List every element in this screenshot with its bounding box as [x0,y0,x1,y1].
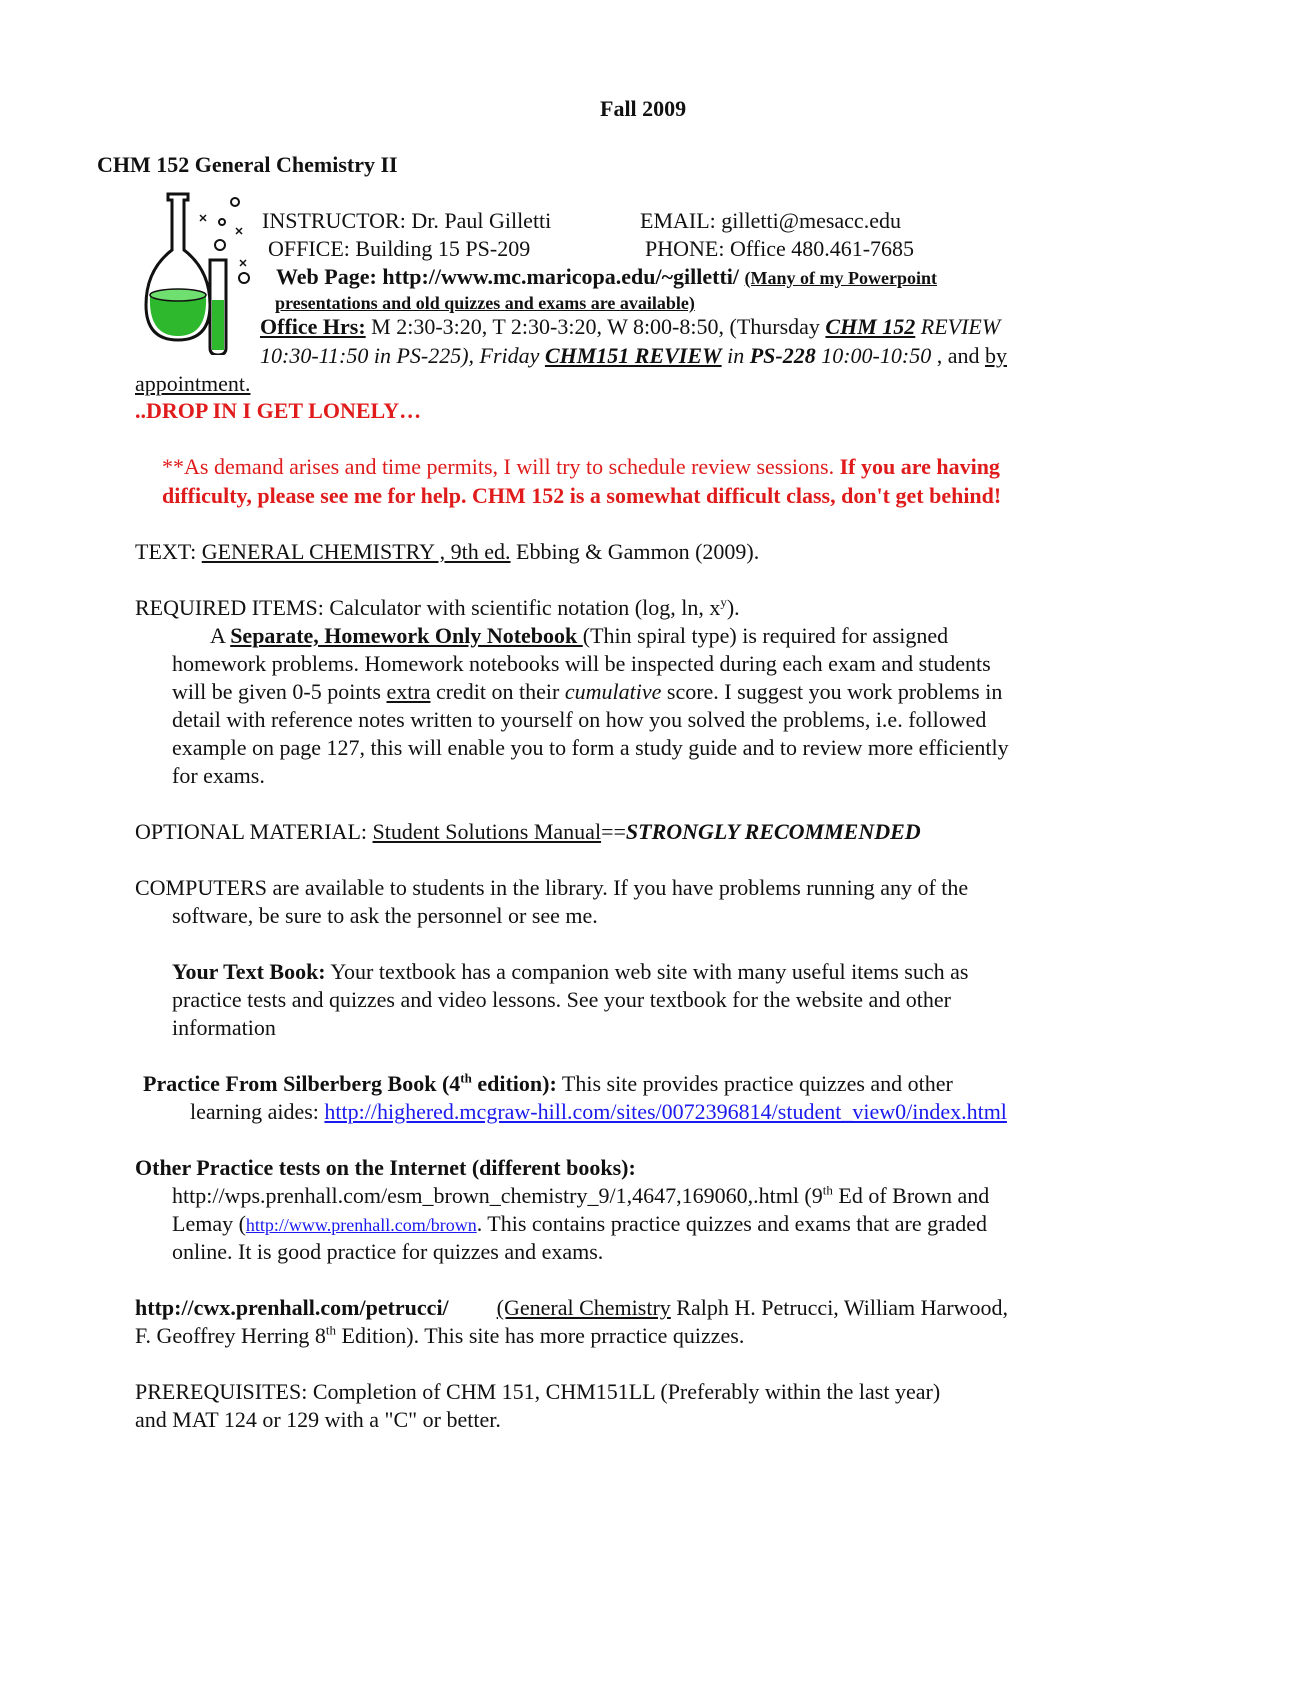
textbook-line1 [172,957,968,987]
review-room: PS-228 [749,343,816,368]
prenhall-brown-link[interactable]: http://www.prenhall.com/brown [245,1215,477,1235]
office-hours-line1 [260,312,1000,342]
and-text: , and [931,343,985,368]
web-label: Web Page: [276,264,377,289]
extra-word: extra [386,679,431,704]
silberberg-sup: th [460,1070,472,1086]
strongly-recommended: STRONGLY RECOMMENDED [625,819,921,844]
drop-in-text: ..DROP IN I GET LONELY… [135,398,422,423]
homework-notebook: Separate, Homework Only Notebook [230,623,583,648]
optional-line [135,817,921,847]
petrucci-url[interactable]: http://cwx.prenhall.com/petrucci/ [135,1295,449,1320]
textbook-text: Your textbook has a companion web site with many useful items such as [325,959,969,984]
petrucci-authors: Ralph H. Petrucci, William Harwood, [670,1295,1008,1320]
textbook-label: Your Text Book: [172,959,326,984]
term-heading: Fall 2009 [600,96,687,121]
text-line [135,537,759,567]
office-hours-label: Office Hrs: [260,314,366,339]
general-chemistry-title: (General Chemistry [496,1295,671,1320]
other-practice-heading: Other Practice tests on the Internet (different books): [135,1155,636,1180]
text-title: GENERAL CHEMISTRY , 9th ed. [201,539,511,564]
cumulative-word: cumulative [564,679,662,704]
brown-text: Ed of Brown and [832,1183,990,1208]
course-title: CHM 152 General Chemistry II [97,152,398,177]
brown-sup: th [822,1182,833,1198]
required-line7: for exams. [172,763,265,788]
in-word: in [721,343,750,368]
other-practice-line1 [172,1181,989,1211]
review-word: REVIEW [915,314,1001,339]
by-word: by [984,343,1007,368]
required-end: ). [726,595,740,620]
required-4a: will be given 0-5 points [172,679,387,704]
web-note-1: (Many of my Powerpoint [744,268,937,288]
lemay-text: Lemay ( [172,1211,246,1236]
required-4b: credit on their [430,679,565,704]
solutions-manual: Student Solutions Manual [372,819,602,844]
notice-line1 [162,452,1000,482]
phone: PHONE: Office 480.461-7685 [645,236,915,261]
required-line3: homework problems. Homework notebooks will be inspected during each exam and students [172,651,991,676]
review-time: 10:00-10:50 [815,343,932,368]
textbook-line2: practice tests and quizzes and video lessons. See your textbook for the website and other [172,987,951,1012]
petrucci-sup: th [325,1322,337,1338]
silberberg-text: This site provides practice quizzes and other [556,1071,953,1096]
office-hours-line2 [260,341,1007,371]
required-line4 [172,677,1002,707]
notice-bold: If you are having [839,454,1000,479]
notice-line2: difficulty, please see me for help. CHM 152 is a somewhat difficult class, don't get behind! [162,483,1002,508]
petrucci-edition: Edition). This site has more prractice quizzes. [336,1323,745,1348]
graded-text: . This contains practice quizzes and exams that are graded [476,1211,987,1236]
silberberg-line2 [190,1097,1007,1127]
flask-icon [140,190,260,355]
required-line1 [135,593,740,623]
required-b: (Thin spiral type) is required for assigned [582,623,949,648]
petrucci-line1 [135,1293,1008,1323]
notice-normal: **As demand arises and time permits, I will try to schedule review sessions. [162,454,840,479]
chm152-review-label: CHM 152 [825,314,916,339]
silberberg-label-b: edition): [471,1071,557,1096]
office: OFFICE: Building 15 PS-209 [268,236,531,261]
silberberg-label-a: Practice From Silberberg Book (4 [143,1071,461,1096]
other-practice-line3: online. It is good practice for quizzes and exams. [172,1239,604,1264]
petrucci-line2 [135,1321,744,1351]
office-hours-text: M 2:30-3:20, T 2:30-3:20, W 8:00-8:50, (Thursday [365,314,826,339]
email[interactable]: EMAIL: gilletti@mesacc.edu [640,208,901,233]
silberberg-link[interactable]: http://highered.mcgraw-hill.com/sites/0072396814/student_view0/index.html [324,1099,1007,1124]
text-label: TEXT: [135,539,202,564]
textbook-line3: information [172,1015,276,1040]
prereq-line1: PREREQUISITES: Completion of CHM 151, CHM151LL (Preferably within the last year) [135,1379,941,1404]
optional-label: OPTIONAL MATERIAL: [135,819,373,844]
computers-line1: COMPUTERS are available to students in the library. If you have problems running any of the [135,875,969,900]
other-practice-line2 [172,1209,987,1240]
required-line2 [210,621,948,651]
web-url[interactable]: http://www.mc.maricopa.edu/~gilletti/ [382,264,740,289]
office-hours-line2a: 10:30-11:50 in PS-225), Friday [260,343,545,368]
required-text: REQUIRED ITEMS: Calculator with scientific notation (log, ln, x [135,595,721,620]
optional-dash: == [601,819,626,844]
appointment: appointment. [135,371,251,396]
computers-line2: software, be sure to ask the personnel or see me. [172,903,598,928]
prereq-line2: and MAT 124 or 129 with a "C" or better. [135,1407,501,1432]
required-4c: score. I suggest you work problems in [661,679,1003,704]
instructor: INSTRUCTOR: Dr. Paul Gilletti [262,208,552,233]
brown-url[interactable]: http://wps.prenhall.com/esm_brown_chemistry_9/1,4647,169060,.html (9 [172,1183,823,1208]
required-line5: detail with reference notes written to yourself on how you solved the problems, i.e. followed [172,707,987,732]
web-note-2: presentations and old quizzes and exams are available) [275,293,695,313]
herring-text: F. Geoffrey Herring 8 [135,1323,326,1348]
chm151-review: CHM151 REVIEW [544,343,722,368]
required-line6: example on page 127, this will enable you to form a study guide and to review more efficiently [172,735,1009,760]
silberberg-line1 [143,1069,953,1099]
learning-aides: learning aides: [190,1099,325,1124]
text-authors: Ebbing & Gammon (2009). [510,539,760,564]
superscript-y: y [720,594,727,610]
required-a: A [210,623,231,648]
